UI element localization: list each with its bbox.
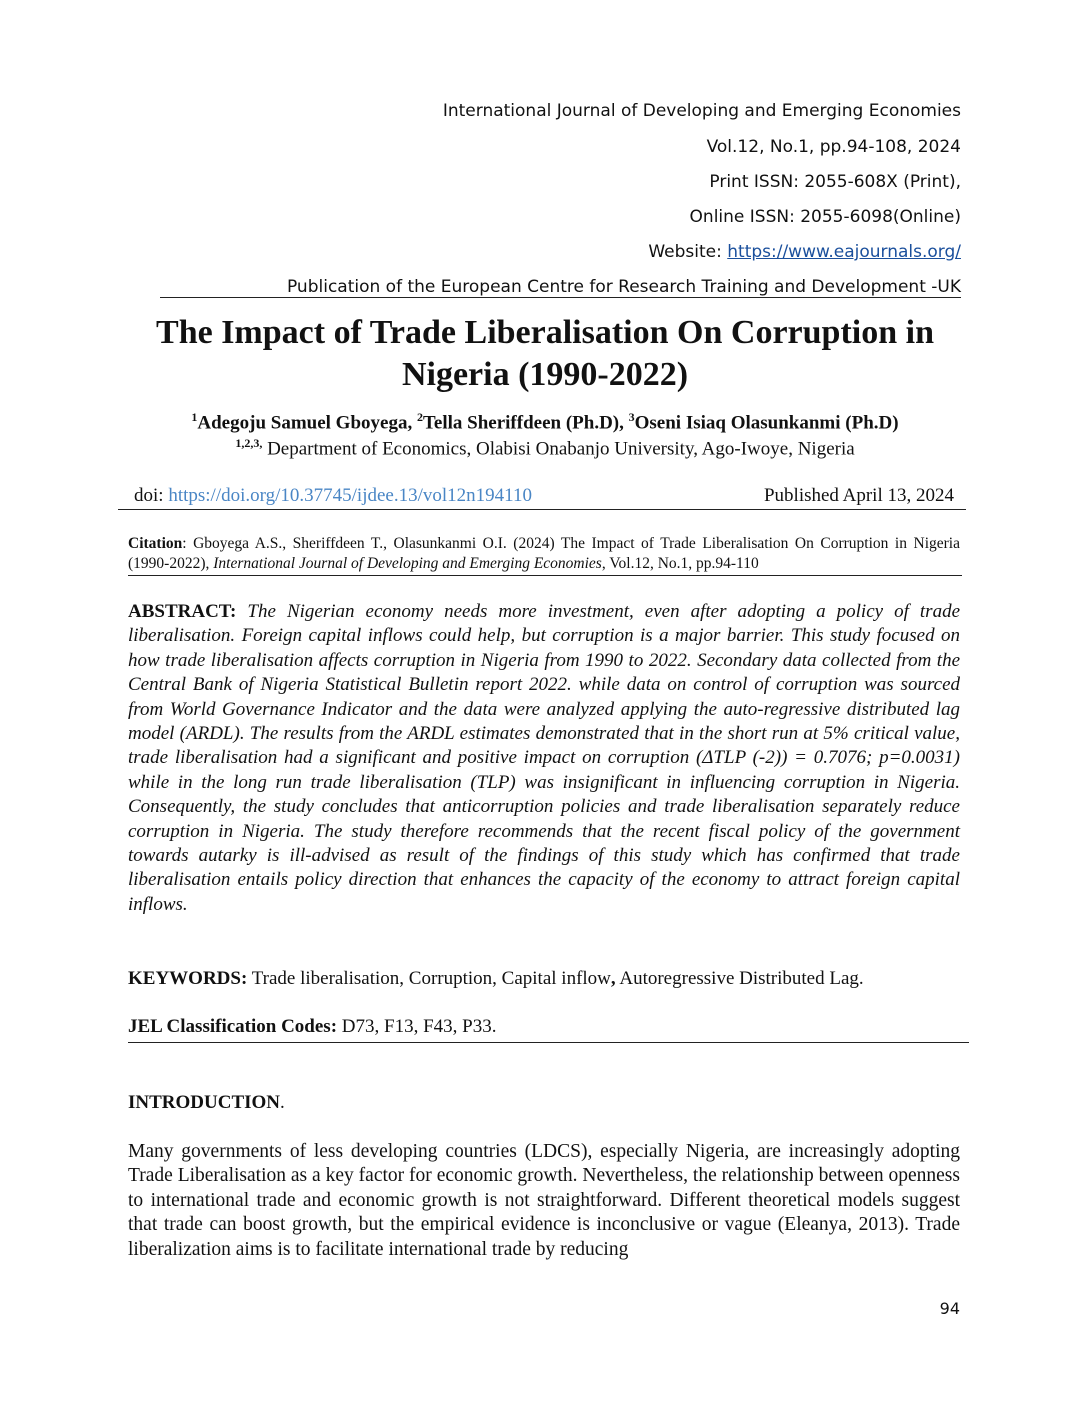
jel-rule [128, 1042, 969, 1043]
citation-label: Citation [128, 535, 183, 552]
header-rule [160, 297, 961, 298]
author-2: Tella Sheriffdeen (Ph.D), [422, 412, 629, 434]
publisher-line: Publication of the European Centre for Research Training and Development -UK [286, 277, 961, 297]
abstract-text: The Nigerian economy needs more investment, even after adopting a policy of trade liberalisation. Foreign capital inflows could help, but corruption is a major barrier. This study focused on how trade liberalisation affects corruption in Nigeria from 1990 to 2022. Secondary data collected from the Central Bank of Nigeria Statistical Bulletin report 2022. while data on control of corruption was sourced from World Governance Indicator and the data were analyzed applying the auto-regressive distributed lag model (ARDL). The results from the ARDL estimates demonstrated that in the short run at 5% critical value, trade liberalisation had a significant and positive impact on corruption (ΔTLP (-2)) = 0.7076; p=0.0031) while in the long run trade liberalisation (TLP) was insignificant in influencing corruption in Nigeria. Consequently, the study concludes that anticorruption policies and trade liberalisation separately reduce corruption in Nigeria. The study therefore recommends that the recent fiscal policy of the government towards autarky is ill-advised as result of the findings of this study which has confirmed that trade liberalisation entails policy direction that enhances the capacity of the economy to attract foreign capital inflows. [128, 601, 960, 915]
introduction-paragraph: Many governments of less developing countries (LDCS), especially Nigeria, are increasingly adopting Trade Liberalisation as a key factor for economic growth. Nevertheless, the relationship between openness to international trade and economic growth is not straightforward. Different theoretical models suggest that trade can boost growth, but the empirical evidence is inconclusive or vague (Eleanya, 2013). Trade liberalization aims is to facilitate international trade by reducing [128, 1141, 960, 1260]
authors-line [120, 410, 970, 434]
keywords-text-2: Autoregressive Distributed Lag. [615, 968, 864, 989]
doi-line [134, 485, 532, 507]
affiliation-line [120, 436, 970, 460]
author-3-sup: 3 [628, 410, 635, 424]
citation-journal: International Journal of Developing and Emerging Economies [213, 555, 602, 572]
jel-line [128, 1016, 496, 1038]
keywords-label: KEYWORDS: [128, 968, 248, 989]
introduction-heading [128, 1092, 285, 1114]
abstract-label: ABSTRACT: [128, 601, 237, 622]
website-link[interactable]: https://www.eajournals.org/ [727, 242, 961, 262]
page-number: 94 [939, 1299, 960, 1318]
jel-label: JEL Classification Codes: [128, 1016, 338, 1037]
jel-codes: D73, F13, F43, P33. [337, 1016, 497, 1037]
affiliation-sup: 1,2,3, [235, 436, 263, 450]
doi-link[interactable]: https://doi.org/10.37745/ijdee.13/vol12n194110 [168, 485, 532, 506]
keywords-comma: , [610, 968, 616, 989]
introduction-heading-suffix: . [280, 1092, 285, 1113]
abstract-block [128, 600, 960, 917]
journal-volume: Vol.12, No.1, pp.94-108, 2024 [706, 137, 961, 157]
website-label: Website: [648, 242, 728, 262]
affiliation-text: Department of Economics, Olabisi Onabanjo University, Ago-Iwoye, Nigeria [262, 438, 855, 460]
citation-block [128, 534, 960, 574]
title-line-1: The Impact of Trade Liberalisation On Corruption in [156, 314, 934, 351]
keywords-line [128, 968, 864, 990]
doi-label: doi: [134, 485, 169, 506]
journal-website [648, 242, 961, 262]
citation-text-2: , Vol.12, No.1, pp.94-110 [601, 555, 759, 572]
citation-rule [128, 575, 962, 576]
print-issn: Print ISSN: 2055-608X (Print), [709, 172, 961, 192]
keywords-text-1: Trade liberalisation, Corruption, Capital inflow [247, 968, 611, 989]
paper-title [120, 312, 970, 396]
online-issn: Online ISSN: 2055-6098(Online) [689, 207, 961, 227]
citation-text-1: : Gboyega A.S., Sheriffdeen T., Olasunkanmi O.I. (2024) The Impact of Trade Liberalisation On Corruption in Nigeria (1990-2022), [128, 535, 960, 572]
author-2-sup: 2 [416, 410, 423, 424]
journal-name: International Journal of Developing and Emerging Economies [442, 101, 961, 121]
title-line-2: Nigeria (1990-2022) [401, 356, 689, 393]
doi-rule [118, 509, 966, 510]
author-1: Adegoju Samuel Gboyega, [197, 412, 417, 434]
author-1-sup: 1 [191, 410, 198, 424]
published-date: Published April 13, 2024 [763, 485, 954, 506]
author-3: Oseni Isiaq Olasunkanmi (Ph.D) [634, 412, 899, 434]
introduction-heading-text: INTRODUCTION [128, 1092, 281, 1113]
